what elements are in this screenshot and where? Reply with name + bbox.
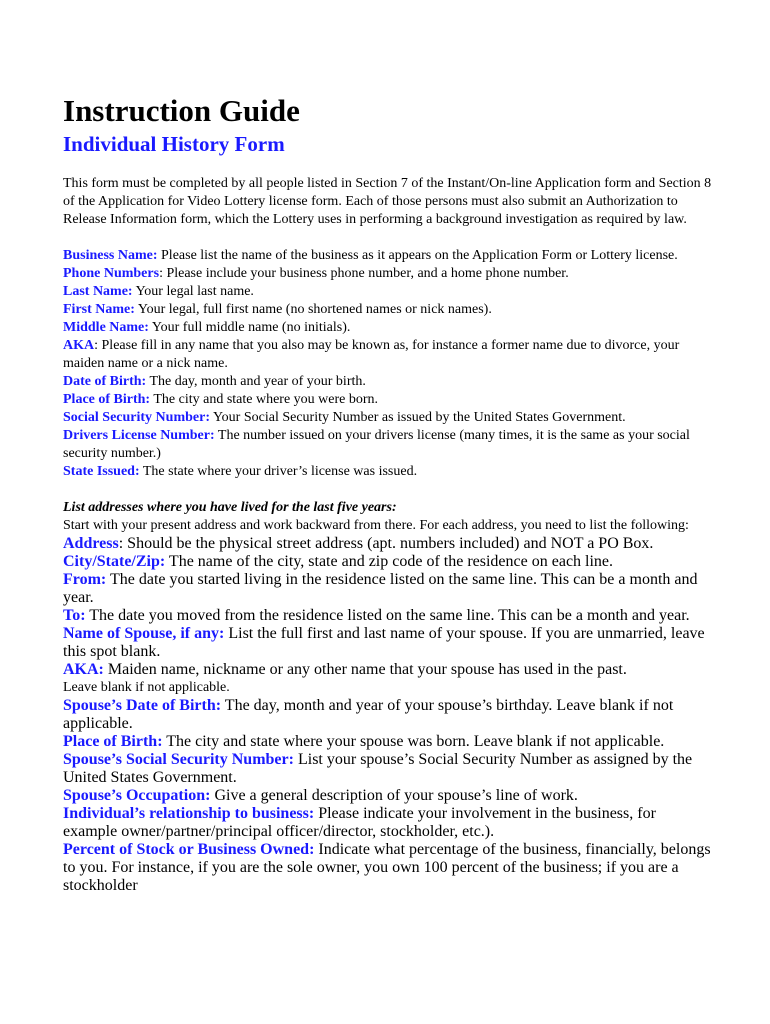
address-section [63,517,713,895]
page-subtitle: Individual History Form [63,132,285,156]
definition-term: Phone Numbers [63,266,160,281]
definition-term: Address [63,535,119,552]
definition-text: Maiden name, nickname or any other name that your spouse has used in the past. [103,661,627,678]
definition-text: Your Social Security Number as issued by the United States Government. [209,410,626,425]
definition-term: Spouse’s Date of Birth: [63,697,222,714]
definition-text: Give a general description of your spouse’s line of work. [210,787,578,804]
definition-item [63,283,713,301]
definition-term: To: [63,607,86,624]
definition-item [63,625,713,661]
definition-item [63,463,713,481]
definition-text: Please indicate your involvement in the business, for example owner/partner/principal officer/director, stockholder, etc.). [63,805,656,840]
definition-item [63,535,713,553]
definition-item [63,805,713,841]
definition-text: The day, month and year of your spouse’s birthday. Leave blank if not applicable. [63,697,674,732]
definition-term: Place of Birth: [63,392,151,407]
definition-term: Individual’s relationship to business: [63,805,315,822]
definition-item [63,301,713,319]
definition-text: Your full middle name (no initials). [148,320,351,335]
definition-item [63,607,713,625]
address-section-lead: Start with your present address and work backward from there. For each address, you need to list the following: [63,518,689,533]
definition-text: Please list the name of the business as it appears on the Application Form or Lottery license. [157,248,678,263]
definition-term: AKA: [63,661,104,678]
definition-text: The name of the city, state and zip code of the residence on each line. [165,553,614,570]
definition-term: Spouse’s Occupation: [63,787,211,804]
definition-text: The city and state where you were born. [150,392,379,407]
definition-term: Place of Birth: [63,733,163,750]
definition-text: The date you moved from the residence listed on the same line. This can be a month and year. [85,607,690,624]
definition-term: Date of Birth: [63,374,147,389]
definition-item [63,337,713,373]
definition-term: Spouse’s Social Security Number: [63,751,294,768]
definition-text: The number issued on your drivers license (many times, it is the same as your social security number.) [63,428,690,461]
intro-paragraph: This form must be completed by all people listed in Section 7 of the Instant/On-line Application form and Section 8 of the Application for Video Lottery license form. Each of those persons must also submit an Authorization to Release Information form, which the Lottery uses in performing a background investigation as required by law. [63,176,712,227]
definition-item [63,391,713,409]
definition-term: Business Name: [63,248,158,263]
definition-item [63,661,713,679]
definition-text: The day, month and year of your birth. [146,374,366,389]
definition-item [63,787,713,805]
definition-item [63,409,713,427]
definition-text: The city and state where your spouse was born. Leave blank if not applicable. [162,733,665,750]
definition-term: AKA [63,338,95,353]
definition-text: Your legal last name. [132,284,254,299]
definition-text: : Please fill in any name that you also may be known as, for instance a former name due to divorce, your maiden name or a nick name. [63,338,680,371]
definition-term: City/State/Zip: [63,553,166,570]
definition-item [63,751,713,787]
address-section-heading: List addresses where you have lived for the last five years: [63,500,397,515]
definition-text: : Please include your business phone number, and a home phone number. [159,266,569,281]
definition-item [63,553,713,571]
definition-item [63,247,713,265]
definition-term: Percent of Stock or Business Owned: [63,841,315,858]
definition-term: Drivers License Number: [63,428,215,443]
field-definitions [63,247,713,481]
definition-term: From: [63,571,107,588]
page-title: Instruction Guide [63,93,300,128]
definition-text: The date you started living in the residence listed on the same line. This can be a month and year. [63,571,698,606]
document-page [63,93,713,895]
definition-term: Social Security Number: [63,410,210,425]
definition-item [63,373,713,391]
definition-item [63,841,713,895]
definition-term: State Issued: [63,464,140,479]
definition-term: Name of Spouse, if any: [63,625,225,642]
definition-term: Middle Name: [63,320,149,335]
definition-item [63,571,713,607]
definition-text: Your legal, full first name (no shortened names or nick names). [134,302,492,317]
definition-text: Indicate what percentage of the business, financially, belongs to you. For instance, if you are the sole owner, you own 100 percent of the business; if you are a stockholder [63,841,711,894]
definition-term: First Name: [63,302,135,317]
definition-item [63,733,713,751]
aka-note: Leave blank if not applicable. [63,680,230,695]
definition-item [63,427,713,463]
definition-item [63,265,713,283]
definition-text: The state where your driver’s license was issued. [139,464,418,479]
definition-text: List the full first and last name of your spouse. If you are unmarried, leave this spot blank. [63,625,705,660]
definition-item [63,697,713,733]
definition-text: List your spouse’s Social Security Number as assigned by the United States Government. [63,751,693,786]
definition-text: : Should be the physical street address (apt. numbers included) and NOT a PO Box. [118,535,654,552]
definition-item [63,319,713,337]
definition-term: Last Name: [63,284,133,299]
